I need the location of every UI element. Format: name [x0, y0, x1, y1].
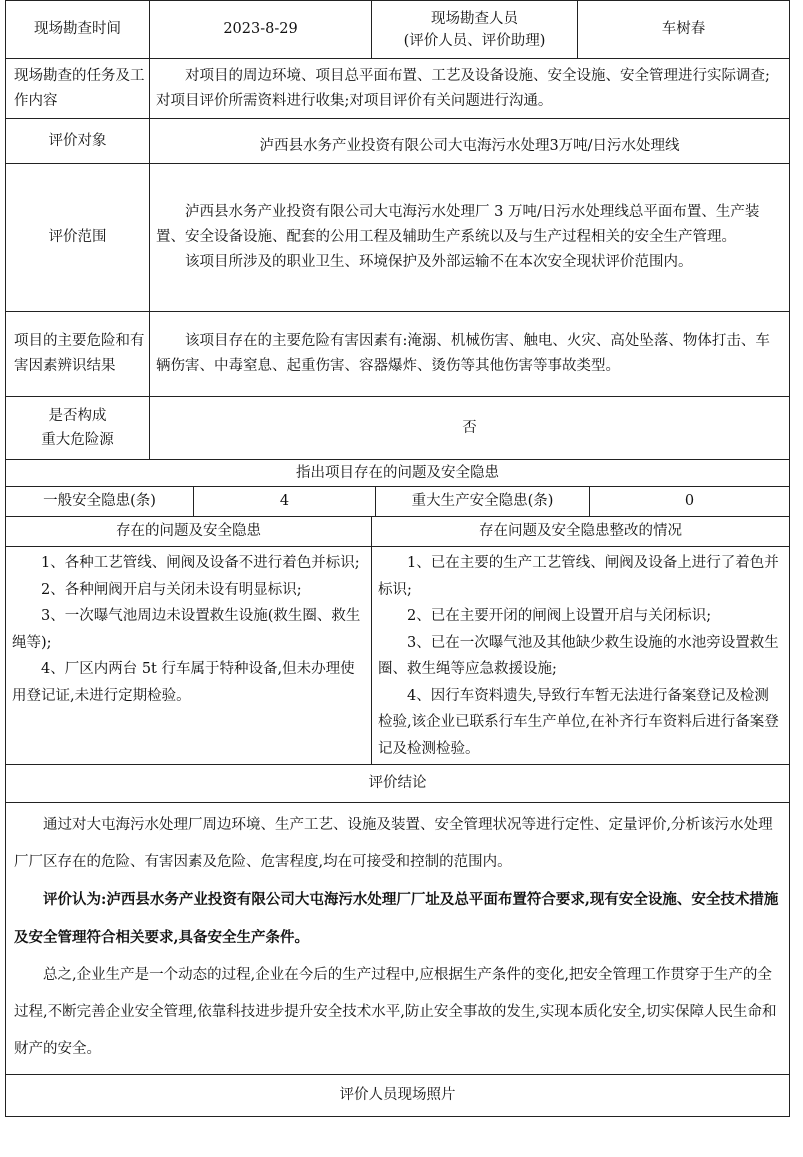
rectifications-cell: [372, 547, 790, 765]
scope-paragraph-2: 该项目所涉及的职业卫生、环境保护及外部运输不在本次安全现状评价范围内。: [185, 254, 693, 270]
rectification-item: 2、已在主要开闭的闸阀上设置开启与关闭标识;: [407, 608, 712, 624]
problem-item: 3、一次曝气池周边未设置救生设施(救生圈、救生绳等);: [12, 608, 361, 651]
conclusion-body: [6, 803, 790, 1075]
major-hazard-label: [6, 397, 150, 460]
general-hazard-label: 一般安全隐患(条): [6, 487, 194, 517]
issues-title-row: [6, 460, 790, 487]
issue-count-row: [6, 487, 790, 517]
conclusion-paragraph-1: 通过对大屯海污水处理厂周边环境、生产工艺、设施及装置、安全管理状况等进行定性、定量评价,分析该污水处理厂厂区存在的危险、有害因素及危险、危害程度,均在可接受和控制的范围内。: [14, 817, 773, 870]
conclusion-paragraph-2: [14, 881, 781, 957]
hazards-text: [150, 312, 790, 397]
survey-row: [6, 1, 790, 59]
major-hazard-count: 0: [590, 487, 790, 517]
survey-time-value: 2023-8-29: [150, 1, 372, 59]
photos-title-row: [6, 1075, 790, 1117]
scope-text: [150, 164, 790, 312]
conclusion-title-row: [6, 765, 790, 803]
problem-item: 1、各种工艺管线、闸阀及设备不进行着色并标识;: [41, 555, 360, 571]
survey-time-label: 现场勘查时间: [6, 1, 150, 59]
hazards-row: [6, 312, 790, 397]
hazards-paragraph: 该项目存在的主要危险有害因素有:淹溺、机械伤害、触电、火灾、高处坠落、物体打击、车辆伤害、中毒窒息、起重伤害、容器爆炸、烫伤等其他伤害等事故类型。: [156, 333, 770, 374]
rectification-item: 4、因行车资料遗失,导致行车暂无法进行备案登记及检测检验,该企业已联系行车生产单位,在补齐行车资料后进行备案登记及检测检验。: [378, 687, 779, 757]
rectification-item: 3、已在一次曝气池及其他缺少救生设施的水池旁设置救生圈、救生绳等应急救援设施;: [378, 634, 779, 677]
scope-paragraph-1: 泸西县水务产业投资有限公司大屯海污水处理厂 3 万吨/日污水处理线总平面布置、生产装置、安全设备设施、配套的公用工程及辅助生产系统以及与生产过程相关的安全生产管理。: [156, 204, 760, 245]
scope-row: [6, 164, 790, 312]
scope-label: 评价范围: [6, 164, 150, 312]
issues-section-title: 指出项目存在的问题及安全隐患: [6, 460, 790, 487]
object-label: 评价对象: [6, 119, 150, 164]
general-hazard-count: 4: [194, 487, 376, 517]
issue-content-row: [6, 547, 790, 765]
survey-people-value: 车树春: [578, 1, 790, 59]
object-row: [6, 119, 790, 164]
survey-people-label-line2: (评价人员、评价助理): [403, 32, 546, 49]
evaluation-table: [5, 0, 790, 1117]
problem-item: 4、厂区内两台 5t 行车属于特种设备,但未办理使用登记证,未进行定期检验。: [12, 661, 355, 704]
major-hazard-value: 否: [150, 397, 790, 460]
rectification-column-header: 存在问题及安全隐患整改的情况: [372, 517, 790, 547]
survey-people-label: [372, 1, 578, 59]
photos-title: 评价人员现场照片: [6, 1075, 790, 1117]
task-text: [150, 59, 790, 119]
major-hazard-label-line2: 重大危险源: [41, 432, 114, 448]
conclusion-bold-text: 评价认为:泸西县水务产业投资有限公司大屯海污水处理厂厂址及总平面布置符合要求,现有安全设施、安全技术措施及安全管理符合相关要求,具备安全生产条件。: [14, 891, 779, 946]
major-hazard-label-line1: 是否构成: [48, 408, 107, 424]
issue-header-row: [6, 517, 790, 547]
problems-cell: [6, 547, 372, 765]
object-text: 泸西县水务产业投资有限公司大屯海污水处理3万吨/日污水处理线: [150, 119, 790, 164]
survey-people-label-line1: 现场勘查人员: [431, 10, 519, 27]
problems-column-header: 存在的问题及安全隐患: [6, 517, 372, 547]
major-hazard-count-label: 重大生产安全隐患(条): [376, 487, 590, 517]
problem-item: 2、各种闸阀开启与关闭未设有明显标识;: [41, 581, 302, 598]
conclusion-row: [6, 803, 790, 1075]
task-label: 现场勘查的任务及工作内容: [6, 59, 150, 119]
task-row: [6, 59, 790, 119]
rectification-item: 1、已在主要的生产工艺管线、闸阀及设备上进行了着色并标识;: [378, 555, 779, 598]
hazards-label: 项目的主要危险和有害因素辨识结果: [6, 312, 150, 397]
conclusion-paragraph-3: 总之,企业生产是一个动态的过程,企业在今后的生产过程中,应根据生产条件的变化,把安全管理工作贯穿于生产的全过程,不断完善企业安全管理,依靠科技进步提升安全技术水平,防止安全事故的发生,实现本质化安全,切实保障人民生命和财产的安全。: [14, 967, 777, 1057]
major-hazard-row: [6, 397, 790, 460]
task-paragraph: 对项目的周边环境、项目总平面布置、工艺及设备设施、安全设施、安全管理进行实际调查;对项目评价所需资料进行收集;对项目评价有关问题进行沟通。: [156, 67, 770, 109]
conclusion-title: 评价结论: [6, 765, 790, 803]
